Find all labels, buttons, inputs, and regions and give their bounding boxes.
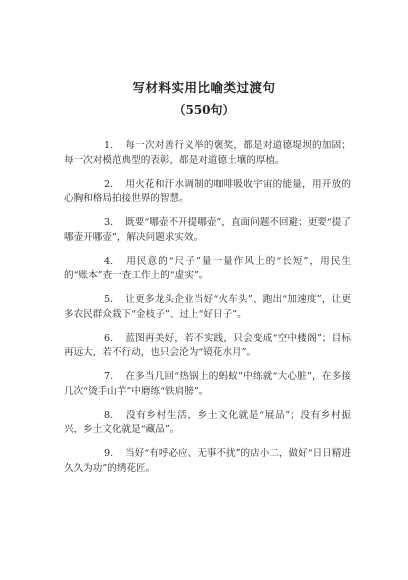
document-title: 写材料实用比喻类过渡句 [132,80,276,95]
item-text: 当好“有呼必应、无事不扰”的店小二，做好“日日精进久久为功”的绣花匠。 [64,448,351,474]
item-number: 7. [104,371,114,382]
list-item [64,370,351,399]
list-item [64,178,351,207]
item-number: 5. [104,294,114,305]
item-number: 4. [104,255,114,267]
item-text: 既要“哪壶不开提哪壶”，直面问题不回避；更要“提了哪壶开哪壶”，解决问题求实效。 [64,217,351,243]
list-item [64,216,351,245]
item-text: 让更多龙头企业当好“火车头”、跑出“加速度”，让更多农民群众栽下“金枝子”、过上“好日子”。 [64,294,351,320]
list-item [64,447,351,476]
item-number: 2. [104,178,114,190]
list-item [64,139,351,168]
item-text: 用火花和汗水调制的咖啡吸收宇宙的能量，用开放的心胸和格局拍接世界的智慧。 [64,178,351,204]
item-text: 没有乡村生活，乡土文化就是“展品”；没有乡村振兴，乡土文化就是“藏品”。 [64,409,351,435]
list-item [64,255,351,284]
item-text: 在多当几回“热锅上的蚂蚁”中练就“大心脏”，在多接几次“烫手山芋”中磨练“铁肩膀”。 [64,371,351,397]
item-number: 3. [104,217,114,228]
list-item [64,332,351,361]
item-number: 6. [104,332,114,344]
item-number: 9. [104,448,114,459]
item-text: 蓝图再美好，若不实践，只会变成“空中楼阁”；目标再远大，若不行动，也只会沦为“镜花水月”。 [64,332,351,358]
item-number: 8. [104,409,114,421]
list-item [64,293,351,322]
item-text: 每一次对善行义举的褒奖，都是对道德堤坝的加固；每一次对模范典型的表彰，都是对道德土壤的厚植。 [64,140,351,166]
document-subtitle: （550句） [173,103,235,117]
list-item [64,409,351,438]
item-number: 1. [104,140,114,151]
item-text: 用民意的“尺子”量一量作风上的“长短”，用民生的“账本”查一查工作上的“虚实”。 [64,255,351,281]
sentence-list [64,139,351,486]
